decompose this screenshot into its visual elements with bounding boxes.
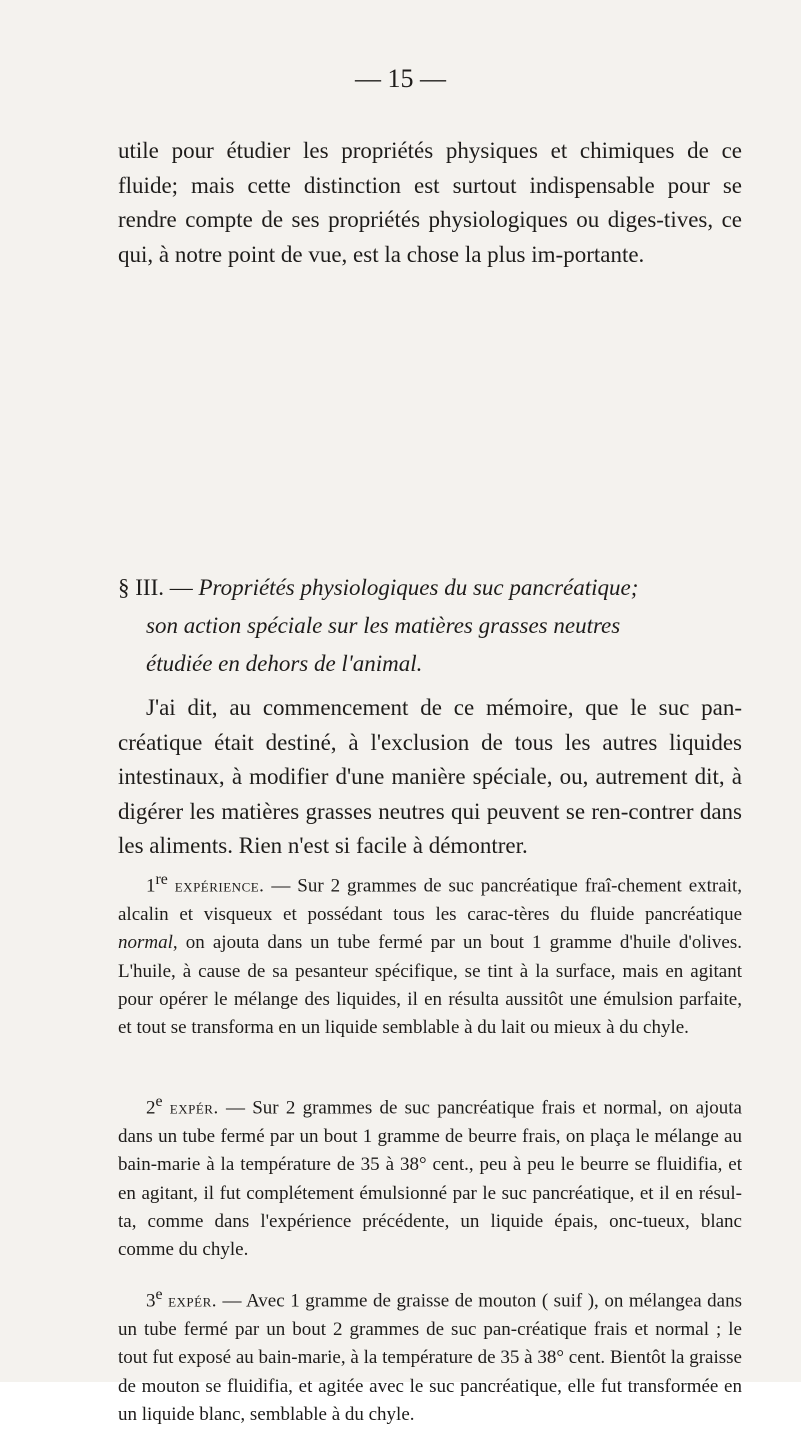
experiment-3-number: 3 <box>146 1290 156 1312</box>
experiment-2 <box>118 1088 742 1265</box>
experiment-2-superscript: e <box>155 1093 163 1110</box>
experiment-2-number: 2 <box>146 1097 156 1119</box>
section-dash: — <box>169 575 193 600</box>
main-paragraph: J'ai dit, au commencement de ce mémoire, que le suc pan-créatique était destiné, à l'exclusion de tous les autres liquides intestinaux, à modifier d'une manière spéciale, ou, autrement dit, à digérer les matières grasses neutres qui peuvent se ren-contrer dans les aliments. Rien n'est si facile à démontrer. <box>118 695 742 858</box>
experiment-1-text: — Sur 2 grammes de suc pancréatique fraî-chement extrait, alcalin et visqueux et possédant tous les carac-tères du fluide pancréatique <box>118 875 742 925</box>
section-heading <box>118 569 758 683</box>
experiment-2-label: expér. <box>169 1097 219 1119</box>
section-number: § III. <box>118 575 164 600</box>
section-title-line-3: étudiée en dehors de l'animal. <box>146 651 423 676</box>
experiment-1-superscript: re <box>155 871 168 888</box>
page-number: — 15 — <box>355 64 446 93</box>
experiment-2-text: — Sur 2 grammes de suc pancréatique frais et normal, on ajouta dans un tube fermé par un bout 1 gramme de beurre frais, on plaça le mélange au bain-marie à la température de 35 à 38° cent., peu à peu le beurre se fluidifia, et en agitant, il fut complétement émulsionné par le suc pancréatique, et il en résul-ta, comme dans l'expérience précédente, un liquide épais, onc-tueux, blanc comme du chyle. <box>118 1097 742 1261</box>
experiment-3-label: expér. <box>168 1290 217 1312</box>
section-title-line-1: Propriétés physiologiques du suc pancréatique; <box>198 575 639 600</box>
experiment-3 <box>118 1281 742 1429</box>
experiment-1-text-end: , on ajouta dans un tube fermé par un bout 1 gramme d'huile d'olives. L'huile, à cause de sa pesanteur spécifique, se tint à la surface, mais en agitant pour opérer le mélange des liquides, il en résulta aussitôt une émulsion parfaite, et tout se transforma en un liquide semblable à du lait ou mieux à du chyle. <box>118 932 742 1039</box>
section-title-line-2: son action spéciale sur les matières grasses neutres <box>146 613 621 638</box>
experiment-3-superscript: e <box>155 1286 163 1303</box>
intro-paragraph: utile pour étudier les propriétés physiques et chimiques de ce fluide; mais cette distinction est surtout indispensable pour se rendre compte de ses propriétés physiologiques ou diges-tives, ce qui, à notre point de vue, est la chose la plus im-portante. <box>118 138 742 267</box>
experiment-3-text: — Avec 1 gramme de graisse de mouton ( suif ), on mélangea dans un tube fermé par un bout 2 grammes de suc pan-créatique frais et normal ; le tout fut exposé au bain-marie, à la température de 35 à 38° cent. Bientôt la graisse de mouton se fluidifia, et agitée avec le suc pancréatique, elle fut transformée en un liquide blanc, semblable à du chyle. <box>118 1290 742 1425</box>
experiment-1-label: expérience. <box>174 875 265 897</box>
experiment-1-italic-text: normal <box>118 932 173 954</box>
experiment-1-number: 1 <box>146 875 156 897</box>
experiment-1 <box>118 866 742 1043</box>
